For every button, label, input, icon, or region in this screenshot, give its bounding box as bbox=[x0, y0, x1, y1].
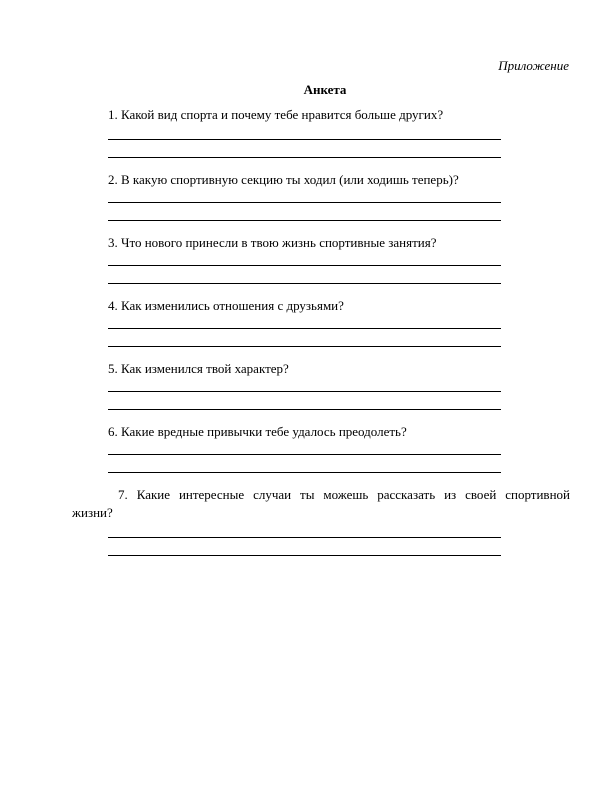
question-7: 7. Какие интересные случаи ты можешь рассказать из своей спортивной bbox=[118, 487, 570, 502]
question-5: 5. Как изменился твой характер? bbox=[108, 361, 289, 376]
answer-line[interactable] bbox=[108, 346, 501, 347]
answer-line[interactable] bbox=[108, 157, 501, 158]
answer-line[interactable] bbox=[108, 202, 501, 203]
question-4: 4. Как изменились отношения с друзьями? bbox=[108, 298, 344, 313]
appendix-label: Приложение bbox=[498, 58, 569, 73]
question-6: 6. Какие вредные привычки тебе удалось преодолеть? bbox=[108, 424, 407, 439]
question-3: 3. Что нового принесли в твою жизнь спортивные занятия? bbox=[108, 235, 437, 250]
question-7-continuation: жизни? bbox=[72, 505, 113, 520]
answer-line[interactable] bbox=[108, 283, 501, 284]
answer-line[interactable] bbox=[108, 391, 501, 392]
document-title: Анкета bbox=[303, 82, 347, 97]
answer-line[interactable] bbox=[108, 409, 501, 410]
answer-line[interactable] bbox=[108, 537, 501, 538]
answer-line[interactable] bbox=[108, 454, 501, 455]
question-2: 2. В какую спортивную секцию ты ходил (или ходишь теперь)? bbox=[108, 172, 459, 187]
answer-line[interactable] bbox=[108, 328, 501, 329]
answer-line[interactable] bbox=[108, 472, 501, 473]
answer-line[interactable] bbox=[108, 220, 501, 221]
question-1: 1. Какой вид спорта и почему тебе нравится больше других? bbox=[108, 107, 444, 122]
answer-line[interactable] bbox=[108, 555, 501, 556]
answer-line[interactable] bbox=[108, 139, 501, 140]
answer-line[interactable] bbox=[108, 265, 501, 266]
